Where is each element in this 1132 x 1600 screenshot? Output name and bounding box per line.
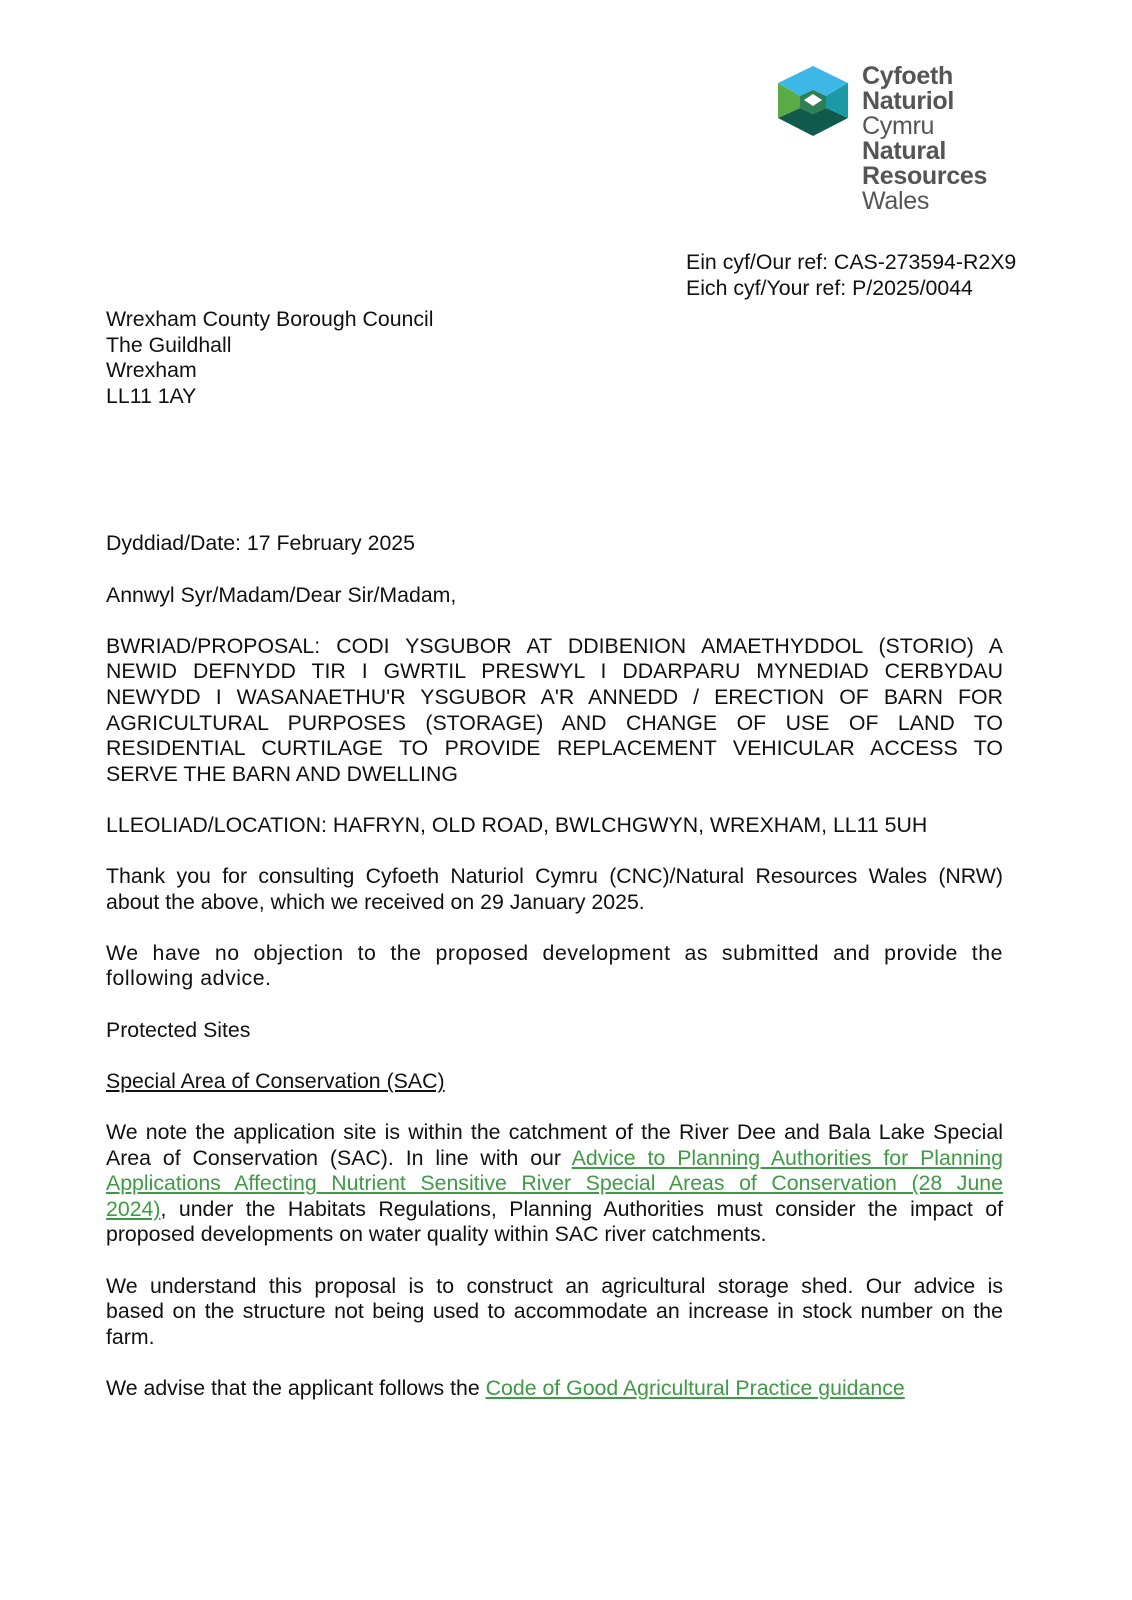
logo-line: Natural	[862, 137, 947, 165]
letter-paragraphs	[106, 531, 1003, 1401]
text-segment: Area of Conservation (SAC). In line with our	[106, 1145, 572, 1170]
recipient-address	[106, 307, 1003, 409]
text-segment: AGRICULTURAL PURPOSES (STORAGE) AND CHANGE OF USE OF LAND TO	[106, 710, 1003, 735]
logo-line: Cyfoeth	[862, 62, 953, 90]
paragraph	[106, 864, 1003, 915]
address-line: LL11 1AY	[106, 383, 197, 408]
guidance-link[interactable]: Applications Affecting Nutrient Sensitive River Special Areas of Conservation (28 June	[106, 1171, 1003, 1196]
text-segment: Thank you for consulting Cyfoeth Naturiol Cymru (CNC)/Natural Resources Wales (NRW)	[106, 864, 1003, 889]
logo-line: Cymru	[862, 112, 935, 140]
paragraph	[106, 1376, 1003, 1402]
text-line	[106, 941, 1003, 967]
text-line	[106, 659, 1003, 685]
text-line	[106, 1069, 1003, 1095]
text-line	[106, 1325, 1003, 1351]
text-segment: NEWYDD I WASANAETHU'R YSGUBOR A'R ANNEDD / ERECTION OF BARN FOR	[106, 684, 1003, 709]
paragraph	[106, 1274, 1003, 1351]
address-line: Wrexham County Borough Council	[106, 307, 434, 331]
text-segment: proposed developments on water quality within SAC river catchments.	[106, 1222, 767, 1247]
address-line: The Guildhall	[106, 332, 232, 357]
guidance-link[interactable]: Code of Good Agricultural Practice guidance	[485, 1375, 905, 1400]
paragraph	[106, 941, 1003, 992]
nrw-logo	[776, 64, 1016, 214]
logo-wordmark	[862, 64, 987, 214]
text-segment: SERVE THE BARN AND DWELLING	[106, 761, 458, 786]
text-line	[106, 685, 1003, 711]
paragraph	[106, 634, 1003, 788]
text-line	[106, 813, 1003, 839]
section-heading	[106, 1069, 1003, 1095]
text-line	[106, 1274, 1003, 1300]
letter-body	[106, 307, 1003, 1427]
text-line	[106, 1299, 1003, 1325]
guidance-link[interactable]: 2024)	[106, 1196, 161, 1221]
text-line	[106, 1222, 1003, 1248]
text-line	[106, 1018, 1003, 1044]
text-line	[106, 890, 1003, 916]
text-segment: We note the application site is within the catchment of the River Dee and Bala Lake Special	[106, 1120, 1003, 1145]
our-ref: Ein cyf/Our ref: CAS-273594-R2X9	[686, 250, 1017, 274]
text-segment: NEWID DEFNYDD TIR I GWRTIL PRESWYL I DDARPARU MYNEDIAD CERBYDAU	[106, 659, 1003, 684]
text-line	[106, 736, 1003, 762]
logo-line: Wales	[862, 187, 930, 215]
text-segment: Dyddiad/Date: 17 February 2025	[106, 531, 415, 556]
logo-line: Naturiol	[862, 87, 955, 115]
text-line	[106, 966, 1003, 992]
text-segment: We have no objection to the proposed development as submitted and provide the	[106, 940, 1003, 965]
paragraph	[106, 583, 1003, 609]
text-segment: LLEOLIAD/LOCATION: HAFRYN, OLD ROAD, BWLCHGWYN, WREXHAM, LL11 5UH	[106, 812, 928, 837]
text-segment: BWRIAD/PROPOSAL: CODI YSGUBOR AT DDIBENION AMAETHYDDOL (STORIO) A	[106, 633, 1003, 658]
text-line	[106, 1146, 1003, 1172]
text-segment: farm.	[106, 1324, 155, 1349]
text-line	[106, 531, 1003, 557]
text-line	[106, 1120, 1003, 1146]
text-segment: following advice.	[106, 966, 272, 991]
text-segment: based on the structure not being used to accommodate an increase in stock number on the	[106, 1299, 1003, 1324]
text-line	[106, 583, 1003, 609]
text-segment: , under the Habitats Regulations, Planning Authorities must consider the impact of	[160, 1196, 1003, 1221]
text-segment: Protected Sites	[106, 1017, 251, 1042]
text-segment: Special Area of Conservation (SAC)	[106, 1068, 445, 1093]
paragraph	[106, 1018, 1003, 1044]
text-segment: We advise that the applicant follows the	[106, 1375, 486, 1400]
guidance-link[interactable]: Advice to Planning Authorities for Planning	[571, 1145, 1003, 1170]
text-line	[106, 1376, 1003, 1402]
reference-block	[686, 250, 1016, 301]
text-line	[106, 1197, 1003, 1223]
text-segment: about the above, which we received on 29 January 2025.	[106, 889, 645, 914]
your-ref: Eich cyf/Your ref: P/2025/0044	[686, 275, 973, 300]
text-line	[106, 1171, 1003, 1197]
text-line	[106, 634, 1003, 660]
text-segment: RESIDENTIAL CURTILAGE TO PROVIDE REPLACEMENT VEHICULAR ACCESS TO	[106, 736, 1003, 761]
text-line	[106, 711, 1003, 737]
text-segment: We understand this proposal is to construct an agricultural storage shed. Our advice is	[106, 1273, 1003, 1298]
text-segment: Annwyl Syr/Madam/Dear Sir/Madam,	[106, 582, 457, 607]
hexagon-logo-icon	[776, 66, 850, 136]
logo-line: Resources	[862, 162, 988, 190]
text-line	[106, 762, 1003, 788]
paragraph	[106, 813, 1003, 839]
address-line: Wrexham	[106, 358, 197, 383]
paragraph	[106, 1120, 1003, 1248]
text-line	[106, 864, 1003, 890]
paragraph	[106, 531, 1003, 557]
